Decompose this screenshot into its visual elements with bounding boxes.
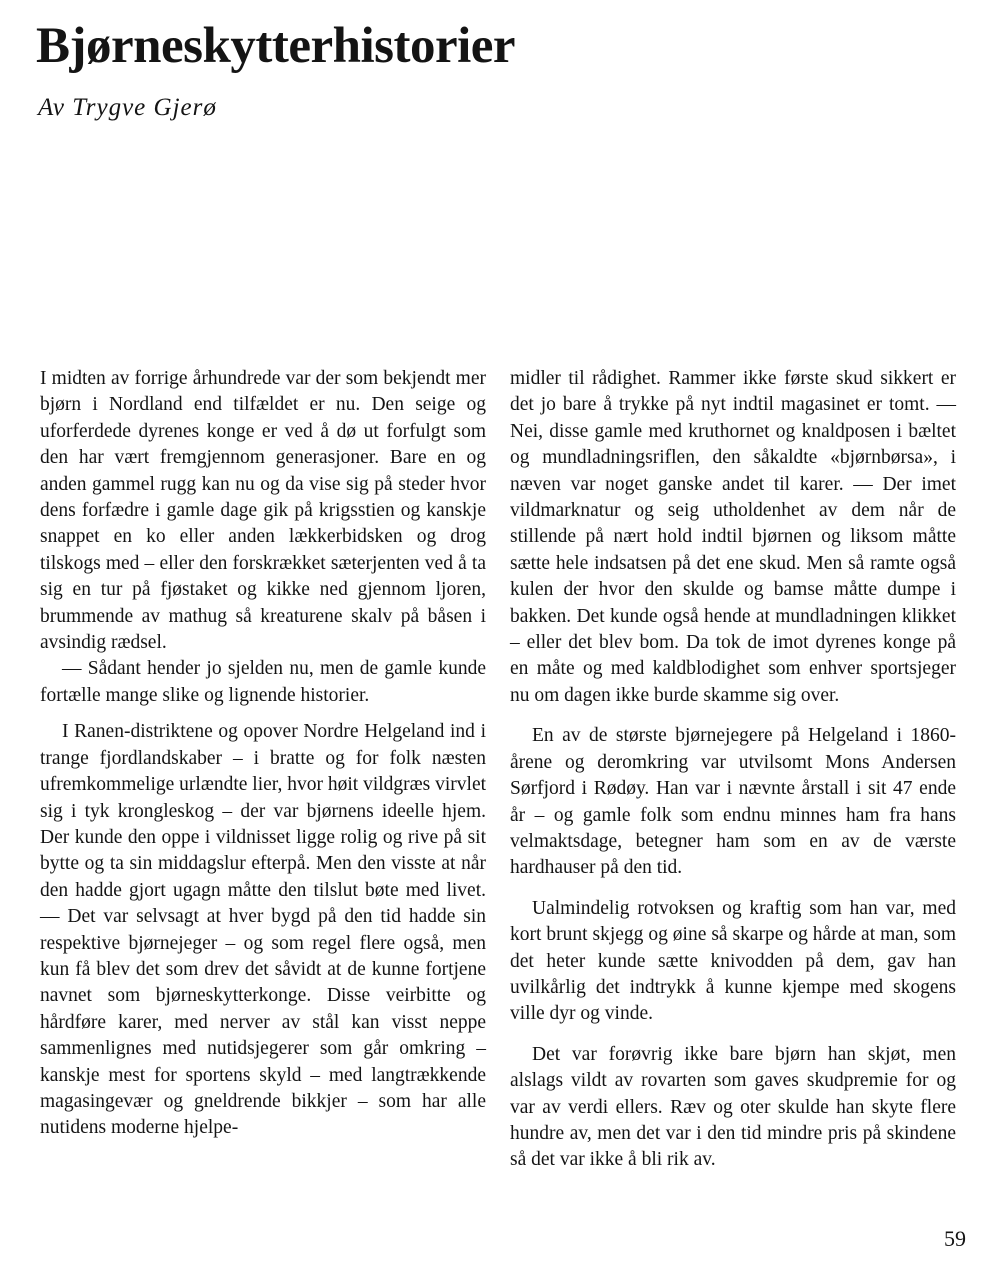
paragraph: midler til rådighet. Rammer ikke første skud sikkert er det jo bare å trykke på nyt indtil magasinet er tomt. — Nei, disse gamle med kruthornet og knaldposen i bæltet og mundladningsriflen, den såkaldte «bjørnbørsa», i næven var noget ganske andet til karer. — Der imet vildmarknatur og seig utholdenhet av dem når de stillende på nært hold indtil bjørnen og liksom måtte sætte hele indsatsen på det ene skud. Men så ramte også kulen der hvor den skulde og bamse måtte dumpe i bakken. Det kunde også hende at mundladningen klikket – eller det blev bom. Da tok de imot dyrenes konge på en måte og med kaldblodighet som enhver sportsjeger nu om dagen ikke burde skamme sig over. [510,368,956,706]
page-number: 59 [944,1226,966,1251]
paragraph: — Sådant hender jo sjelden nu, men de gamle kunde fortælle mange slike og lignende historier. [40,658,486,706]
paragraph: Det var forøvrig ikke bare bjørn han skjøt, men alslags vildt av rovarten som gaves skudpremie for og var av verdi ellers. Ræv og oter skulde han skyte flere hundre av, men det var i den tid mindre pris på skindene så det var ikke å bli rik av. [510,1043,956,1171]
paragraph: En av de største bjørnejegere på Helgeland i 1860-årene og deromkring var utvilsomt Mons Andersen Sørfjord i Rødøy. Han var i nævnte årstall i sit 47 ende år – og gamle folk som endnu minnes ham fra hans velmaktsdage, betegner ham som en av de værste hardhauser på den tid. [510,725,956,879]
paragraph: I Ranen-distriktene og opover Nordre Helgeland ind i trange fjordlandskaber – i bratte og for folk næsten ufremkommelige urlændte lier, hvor høit vildgræs virvlet sig i tyk krongleskog – der var bjørnens ideelle hjem. Der kunde den oppe i vildnisset ligge rolig og rive på sit bytte og ta sin middagslur efterpå. Men den visste at når den hadde gjort ugagn måtte den tilslut bøte med livet. — Det var selvsagt at hver bygd på den tid hadde sin respektive bjørnejeger – og som regel flere også, men kun få blev det som drev det såvidt at de kunne fortjene navnet som bjørneskytterkonge. Disse veirbitte og hårdføre karer, med nerver av stål kan visst neppe sammenlignes med nutidsjegerer som går omkring – kanskje mest for sportens skyld – med langtrækkende magasingevær og gneldrende bikkjer – som har alle nutidens moderne hjelpe- [40,721,487,1139]
paragraph: Ualmindelig rotvoksen og kraftig som han var, med kort brunt skjegg og øine så skarpe og hårde at man, som det heter kunde sætte knivodden på dem, gav han uvilkårlig det indtrykk å kunne kjempe med skogens ville dyr og vinde. [510,897,956,1025]
left-column [40,366,486,1142]
right-column [510,366,956,1174]
article-byline: Av Trygve Gjerø [38,94,217,121]
paragraph: I midten av forrige århundrede var der som bekjendt mer bjørn i Nordland end tilfældet er nu. Den seige og uforferdede dyrenes konge er ved å dø ut forfulgt som den har vært fremgjennom generasjoner. Bare en og anden gammel rugg kan nu og da vise sig på steder hvor dens forfædre i gamle dage gik på krigsstien og kanskje snappet en ko eller anden lækkerbidsken og drog tilskogs med – eller den forskrækket sæterjenten ved å ta sig en tur på fjøstaket og kikke ned gjennom ljoren, brummende av mathug så kreaturene skalv på båsen i avsindig rædsel. [40,368,486,654]
article-title: Bjørneskytterhistorier [36,18,516,74]
